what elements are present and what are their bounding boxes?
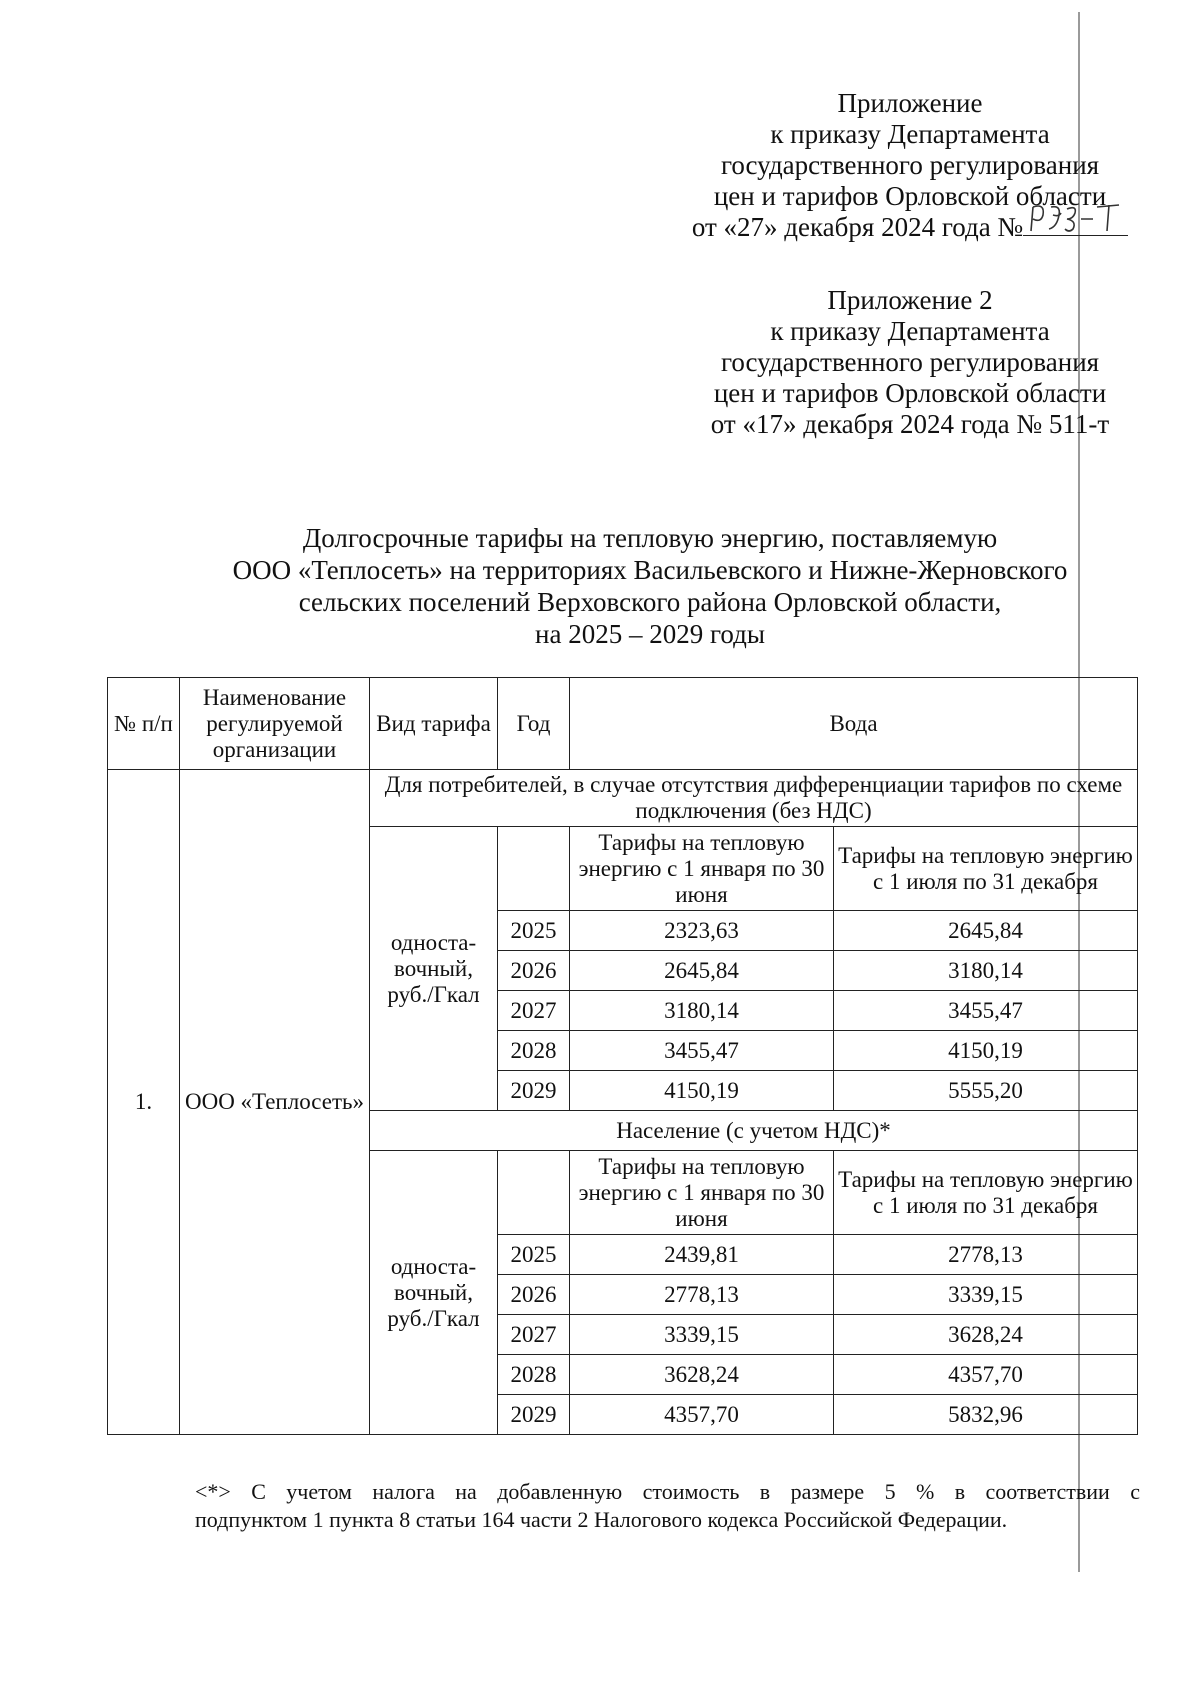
group-2-title: Население (с учетом НДС)* [370,1111,1138,1151]
tariff-h1-cell: 3180,14 [570,991,834,1031]
tariff-h1-cell: 3455,47 [570,1031,834,1071]
appendix-1-line3: государственного регулирования [720,150,1100,180]
header-water: Вода [570,678,1138,770]
tariff-h2-cell: 4357,70 [834,1355,1138,1395]
group-1-col-h1: Тарифы на тепловую энергию с 1 января по 30 июня [570,827,834,911]
title-line2: ООО «Теплосеть» на территориях Васильевского и Нижне-Жерновского [232,555,1068,585]
appendix-2-block [660,285,1160,440]
tariff-h2-cell: 2778,13 [834,1235,1138,1275]
tariff-h2-cell: 2645,84 [834,911,1138,951]
row-number: 1. [108,770,180,1435]
tariff-h1-cell: 4150,19 [570,1071,834,1111]
tariff-table [107,677,1138,1435]
group-2-tariff-type: односта-вочный, руб./Гкал [370,1151,498,1435]
handwritten-order-number [1023,213,1128,236]
tariff-h2-cell: 4150,19 [834,1031,1138,1071]
year-cell: 2028 [498,1031,570,1071]
tariff-h2-cell: 5832,96 [834,1395,1138,1435]
footnote [195,1478,1140,1534]
year-cell: 2025 [498,1235,570,1275]
table-header-row [108,678,1138,770]
year-cell: 2029 [498,1395,570,1435]
appendix-2-line1: Приложение 2 [827,285,993,315]
tariff-h2-cell: 3180,14 [834,951,1138,991]
year-cell: 2026 [498,951,570,991]
appendix-1-line1: Приложение [837,88,983,118]
header-year: Год [498,678,570,770]
group-1-year-blank [498,827,570,911]
header-type: Вид тарифа [370,678,498,770]
group-1-title: Для потребителей, в случае отсутствия дифференциации тарифов по схеме подключения (без НДС) [370,770,1138,827]
group-1-col-h2: Тарифы на тепловую энергию с 1 июля по 31 декабря [834,827,1138,911]
footnote-line1: <*> С учетом налога на добавленную стоимость в размере 5 % в соответствии с [195,1479,1140,1504]
organization-name: ООО «Теплосеть» [180,770,370,1435]
appendix-2-line3: государственного регулирования [720,347,1100,377]
appendix-2-line2: к приказу Департамента [770,316,1050,346]
title-line1: Долгосрочные тарифы на тепловую энергию, поставляемую [302,523,998,553]
year-cell: 2026 [498,1275,570,1315]
tariff-h1-cell: 2645,84 [570,951,834,991]
tariff-h2-cell: 3628,24 [834,1315,1138,1355]
year-cell: 2029 [498,1071,570,1111]
tariff-h1-cell: 3628,24 [570,1355,834,1395]
group-2-year-blank [498,1151,570,1235]
year-cell: 2027 [498,1315,570,1355]
tariff-h1-cell: 2778,13 [570,1275,834,1315]
header-org: Наименование регулируемой организации [180,678,370,770]
appendix-1-line5 [660,212,1160,243]
tariff-h1-cell: 2439,81 [570,1235,834,1275]
tariff-h1-cell: 2323,63 [570,911,834,951]
document-title [200,522,1100,650]
year-cell: 2027 [498,991,570,1031]
appendix-1-block [660,88,1160,243]
tariff-h2-cell: 5555,20 [834,1071,1138,1111]
handwritten-number-mark [1027,201,1127,237]
tariff-h1-cell: 4357,70 [570,1395,834,1435]
group-2-col-h1: Тарифы на тепловую энергию с 1 января по 30 июня [570,1151,834,1235]
appendix-2-line5: от «17» декабря 2024 года № 511-т [710,409,1110,439]
year-cell: 2028 [498,1355,570,1395]
tariff-h2-cell: 3455,47 [834,991,1138,1031]
group-1-tariff-type: односта-вочный, руб./Гкал [370,827,498,1111]
year-cell: 2025 [498,911,570,951]
title-line3: сельских поселений Верховского района Орловской области, [298,587,1002,617]
appendix-1-line2: к приказу Департамента [770,119,1050,149]
title-line4: на 2025 – 2029 годы [535,619,765,649]
tariff-h2-cell: 3339,15 [834,1275,1138,1315]
appendix-1-line4: цен и тарифов Орловской области [713,181,1107,211]
footnote-line2: подпунктом 1 пункта 8 статьи 164 части 2 Налогового кодекса Российской Федерации. [195,1507,1008,1532]
tariff-h1-cell: 3339,15 [570,1315,834,1355]
group-2-col-h2: Тарифы на тепловую энергию с 1 июля по 31 декабря [834,1151,1138,1235]
appendix-1-date: от «27» декабря 2024 года № [691,212,1024,242]
header-num: № п/п [108,678,180,770]
group-1-title-row [108,770,1138,827]
appendix-2-line4: цен и тарифов Орловской области [713,378,1107,408]
